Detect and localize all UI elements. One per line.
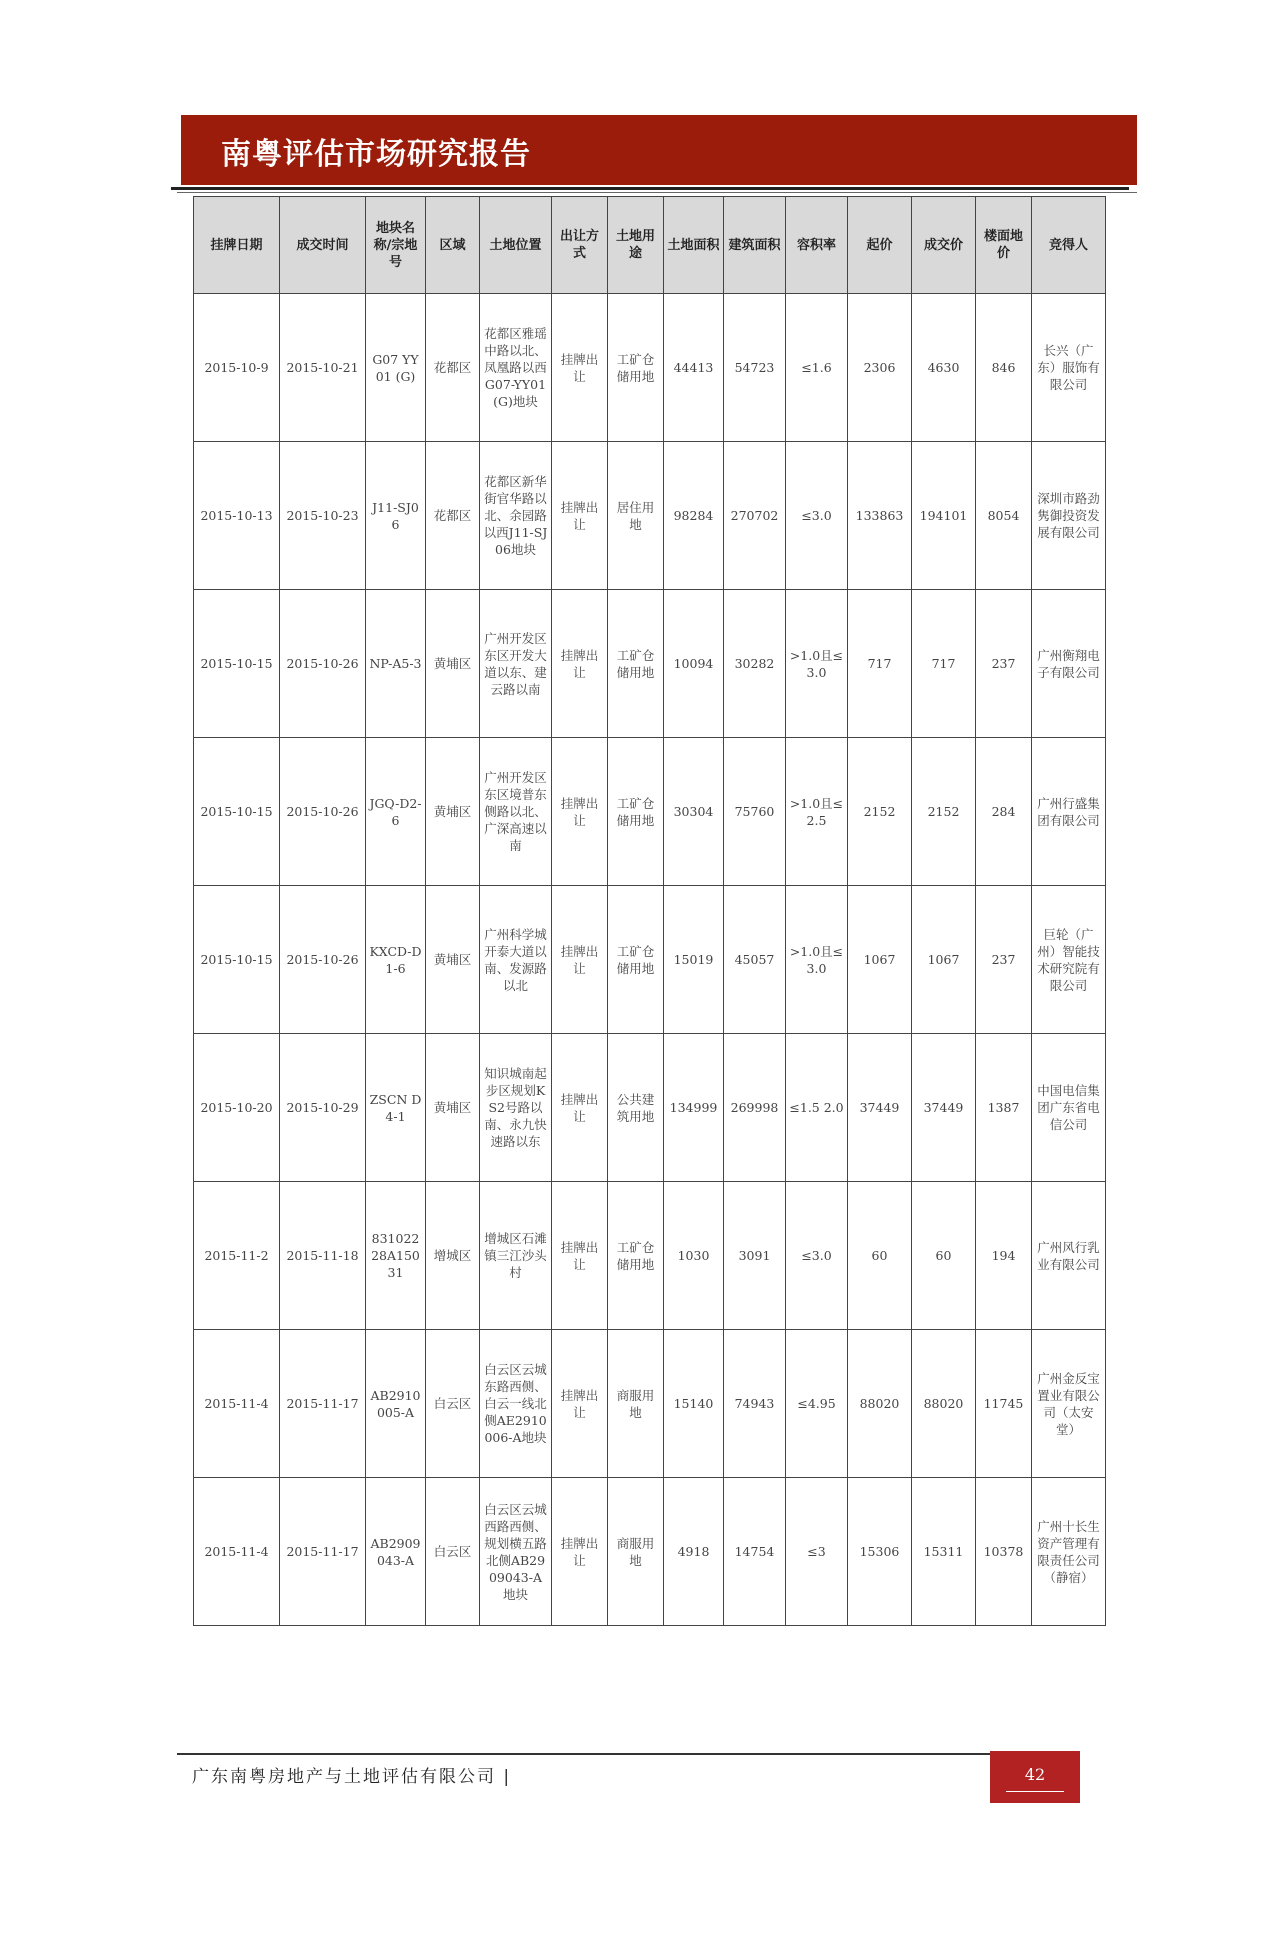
cell-listing-date: 2015-11-4: [194, 1330, 280, 1478]
cell-land-use: 商服用地: [608, 1478, 664, 1626]
cell-deal-price: 4630: [912, 294, 976, 442]
report-title: 南粤评估市场研究报告: [221, 137, 531, 172]
cell-location: 增城区石滩镇三江沙头村: [480, 1182, 552, 1330]
table-body: [194, 294, 1106, 1626]
cell-land-use: 工矿仓储用地: [608, 1182, 664, 1330]
cell-deal-date: 2015-11-17: [280, 1330, 366, 1478]
cell-winner: 广州金反宝置业有限公司（太安堂）: [1032, 1330, 1106, 1478]
cell-transfer-method: 挂牌出让: [552, 738, 608, 886]
cell-winner: 广州行盛集团有限公司: [1032, 738, 1106, 886]
cell-plot-ratio: ≤3.0: [786, 442, 848, 590]
cell-deal-date: 2015-10-29: [280, 1034, 366, 1182]
cell-start-price: 60: [848, 1182, 912, 1330]
cell-land-area: 15140: [664, 1330, 724, 1478]
cell-district: 白云区: [426, 1330, 480, 1478]
cell-land-area: 4918: [664, 1478, 724, 1626]
cell-deal-price: 88020: [912, 1330, 976, 1478]
cell-listing-date: 2015-10-15: [194, 886, 280, 1034]
cell-floor-area: 14754: [724, 1478, 786, 1626]
cell-floor-price: 237: [976, 590, 1032, 738]
table-row: [194, 1034, 1106, 1182]
cell-plot-ratio: ≤3.0: [786, 1182, 848, 1330]
table-row: [194, 442, 1106, 590]
column-header: 起价: [848, 197, 912, 294]
column-header: 成交价: [912, 197, 976, 294]
land-transaction-table: [193, 196, 1106, 1626]
cell-deal-date: 2015-10-23: [280, 442, 366, 590]
cell-deal-price: 15311: [912, 1478, 976, 1626]
cell-floor-area: 74943: [724, 1330, 786, 1478]
cell-land-area: 134999: [664, 1034, 724, 1182]
table-row: [194, 1182, 1106, 1330]
cell-district: 花都区: [426, 442, 480, 590]
cell-district: 花都区: [426, 294, 480, 442]
column-header: 楼面地价: [976, 197, 1032, 294]
column-header: 成交时间: [280, 197, 366, 294]
cell-deal-date: 2015-10-26: [280, 590, 366, 738]
cell-deal-price: 194101: [912, 442, 976, 590]
cell-floor-area: 270702: [724, 442, 786, 590]
cell-deal-date: 2015-10-21: [280, 294, 366, 442]
cell-district: 黄埔区: [426, 886, 480, 1034]
cell-transfer-method: 挂牌出让: [552, 590, 608, 738]
cell-location: 广州科学城开泰大道以南、发源路以北: [480, 886, 552, 1034]
cell-land-use: 商服用地: [608, 1330, 664, 1478]
table-row: [194, 294, 1106, 442]
table-row: [194, 1478, 1106, 1626]
cell-land-area: 98284: [664, 442, 724, 590]
cell-parcel-id: JGQ-D2-6: [366, 738, 426, 886]
cell-transfer-method: 挂牌出让: [552, 1330, 608, 1478]
column-header: 区域: [426, 197, 480, 294]
cell-plot-ratio: >1.0且≤2.5: [786, 738, 848, 886]
cell-land-use: 工矿仓储用地: [608, 590, 664, 738]
cell-district: 增城区: [426, 1182, 480, 1330]
cell-winner: 广州风行乳业有限公司: [1032, 1182, 1106, 1330]
cell-listing-date: 2015-11-2: [194, 1182, 280, 1330]
cell-location: 知识城南起步区规划KS2号路以南、永九快速路以东: [480, 1034, 552, 1182]
cell-start-price: 88020: [848, 1330, 912, 1478]
cell-floor-price: 11745: [976, 1330, 1032, 1478]
cell-floor-price: 846: [976, 294, 1032, 442]
page-number-underline: [1006, 1791, 1064, 1792]
cell-floor-area: 269998: [724, 1034, 786, 1182]
cell-winner: 长兴（广东）服饰有限公司: [1032, 294, 1106, 442]
cell-parcel-id: AB2909043-A: [366, 1478, 426, 1626]
cell-land-area: 10094: [664, 590, 724, 738]
footer-company: 广东南粤房地产与土地评估有限公司 |: [192, 1767, 512, 1787]
cell-land-use: 工矿仓储用地: [608, 886, 664, 1034]
cell-land-area: 44413: [664, 294, 724, 442]
column-header: 竞得人: [1032, 197, 1106, 294]
column-header: 建筑面积: [724, 197, 786, 294]
cell-floor-price: 8054: [976, 442, 1032, 590]
table-row: [194, 1330, 1106, 1478]
cell-deal-date: 2015-11-18: [280, 1182, 366, 1330]
cell-transfer-method: 挂牌出让: [552, 442, 608, 590]
cell-district: 白云区: [426, 1478, 480, 1626]
cell-winner: 深圳市路劲隽御投资发展有限公司: [1032, 442, 1106, 590]
footer-rule: [177, 1753, 992, 1755]
cell-parcel-id: NP-A5-3: [366, 590, 426, 738]
cell-deal-price: 717: [912, 590, 976, 738]
table-header-row: [194, 197, 1106, 294]
column-header: 地块名称/宗地号: [366, 197, 426, 294]
cell-start-price: 717: [848, 590, 912, 738]
column-header: 土地面积: [664, 197, 724, 294]
cell-land-area: 15019: [664, 886, 724, 1034]
cell-deal-date: 2015-11-17: [280, 1478, 366, 1626]
cell-deal-price: 2152: [912, 738, 976, 886]
column-header: 出让方式: [552, 197, 608, 294]
cell-floor-area: 75760: [724, 738, 786, 886]
cell-floor-area: 3091: [724, 1182, 786, 1330]
cell-start-price: 2306: [848, 294, 912, 442]
cell-start-price: 15306: [848, 1478, 912, 1626]
cell-floor-price: 284: [976, 738, 1032, 886]
cell-deal-date: 2015-10-26: [280, 886, 366, 1034]
cell-land-area: 30304: [664, 738, 724, 886]
cell-parcel-id: KXCD-D1-6: [366, 886, 426, 1034]
column-header: 土地用途: [608, 197, 664, 294]
cell-land-area: 1030: [664, 1182, 724, 1330]
cell-deal-date: 2015-10-26: [280, 738, 366, 886]
cell-start-price: 1067: [848, 886, 912, 1034]
cell-listing-date: 2015-10-13: [194, 442, 280, 590]
cell-land-use: 居住用地: [608, 442, 664, 590]
cell-location: 白云区云城东路西侧、白云一线北侧AE2910006-A地块: [480, 1330, 552, 1478]
cell-winner: 巨轮（广州）智能技术研究院有限公司: [1032, 886, 1106, 1034]
cell-parcel-id: J11-SJ06: [366, 442, 426, 590]
cell-land-use: 公共建筑用地: [608, 1034, 664, 1182]
cell-district: 黄埔区: [426, 590, 480, 738]
cell-location: 花都区新华街官华路以北、余园路以西J11-SJ06地块: [480, 442, 552, 590]
cell-location: 白云区云城西路西侧、规划横五路北侧AB2909043-A地块: [480, 1478, 552, 1626]
cell-listing-date: 2015-11-4: [194, 1478, 280, 1626]
cell-floor-area: 30282: [724, 590, 786, 738]
cell-land-use: 工矿仓储用地: [608, 738, 664, 886]
cell-winner: 广州十长生资产管理有限责任公司（静宿）: [1032, 1478, 1106, 1626]
cell-location: 广州开发区东区境普东侧路以北、广深高速以南: [480, 738, 552, 886]
cell-deal-price: 37449: [912, 1034, 976, 1182]
cell-winner: 广州衡翔电子有限公司: [1032, 590, 1106, 738]
cell-floor-price: 1387: [976, 1034, 1032, 1182]
cell-floor-price: 10378: [976, 1478, 1032, 1626]
cell-floor-price: 237: [976, 886, 1032, 1034]
cell-plot-ratio: ≤1.5 2.0: [786, 1034, 848, 1182]
table-row: [194, 738, 1106, 886]
cell-listing-date: 2015-10-20: [194, 1034, 280, 1182]
cell-transfer-method: 挂牌出让: [552, 1478, 608, 1626]
table-row: [194, 590, 1106, 738]
cell-parcel-id: 83102228A15031: [366, 1182, 426, 1330]
cell-transfer-method: 挂牌出让: [552, 294, 608, 442]
report-header-bar: [181, 115, 1137, 185]
cell-floor-area: 54723: [724, 294, 786, 442]
cell-land-use: 工矿仓储用地: [608, 294, 664, 442]
page-number: 42: [1024, 1765, 1046, 1784]
cell-plot-ratio: ≤3: [786, 1478, 848, 1626]
cell-parcel-id: G07 YY01 (G): [366, 294, 426, 442]
table-row: [194, 886, 1106, 1034]
cell-listing-date: 2015-10-15: [194, 590, 280, 738]
cell-floor-price: 194: [976, 1182, 1032, 1330]
cell-start-price: 37449: [848, 1034, 912, 1182]
header-rule-thin: [177, 192, 1137, 193]
cell-parcel-id: AB2910005-A: [366, 1330, 426, 1478]
cell-floor-area: 45057: [724, 886, 786, 1034]
cell-winner: 中国电信集团广东省电信公司: [1032, 1034, 1106, 1182]
cell-transfer-method: 挂牌出让: [552, 1182, 608, 1330]
column-header: 挂牌日期: [194, 197, 280, 294]
page-number-box: [990, 1751, 1080, 1803]
column-header: 土地位置: [480, 197, 552, 294]
cell-transfer-method: 挂牌出让: [552, 1034, 608, 1182]
cell-start-price: 133863: [848, 442, 912, 590]
cell-plot-ratio: >1.0且≤3.0: [786, 886, 848, 1034]
cell-deal-price: 60: [912, 1182, 976, 1330]
cell-deal-price: 1067: [912, 886, 976, 1034]
cell-district: 黄埔区: [426, 738, 480, 886]
cell-plot-ratio: >1.0且≤3.0: [786, 590, 848, 738]
cell-location: 花都区雅瑶中路以北、凤凰路以西G07-YY01(G)地块: [480, 294, 552, 442]
cell-district: 黄埔区: [426, 1034, 480, 1182]
cell-plot-ratio: ≤4.95: [786, 1330, 848, 1478]
cell-plot-ratio: ≤1.6: [786, 294, 848, 442]
cell-transfer-method: 挂牌出让: [552, 886, 608, 1034]
cell-location: 广州开发区东区开发大道以东、建云路以南: [480, 590, 552, 738]
cell-listing-date: 2015-10-9: [194, 294, 280, 442]
column-header: 容积率: [786, 197, 848, 294]
cell-parcel-id: ZSCN D4-1: [366, 1034, 426, 1182]
cell-start-price: 2152: [848, 738, 912, 886]
cell-listing-date: 2015-10-15: [194, 738, 280, 886]
header-rule-thick: [171, 187, 1129, 190]
